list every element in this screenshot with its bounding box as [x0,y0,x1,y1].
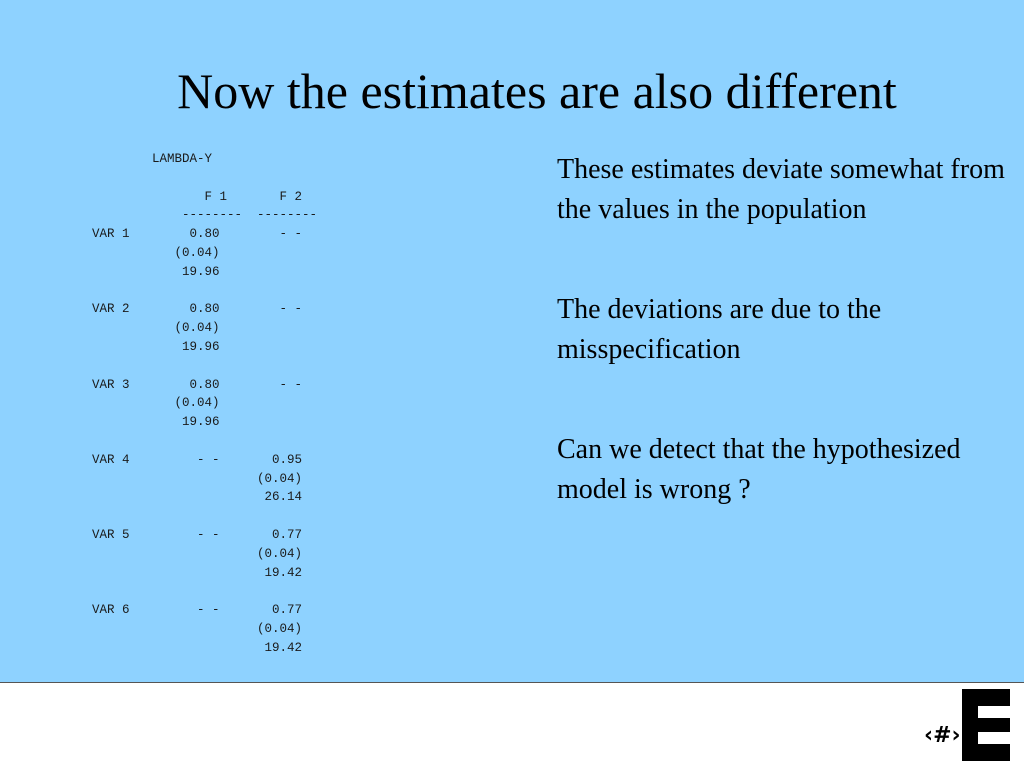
notes [557,150,1017,570]
e-logo-icon [962,689,1010,761]
footer [0,682,1024,769]
slide-number: ‹#› [924,723,961,748]
note-detection-question: Can we detect that the hypothesized model is wrong ? [557,434,961,505]
slide-title: Now the estimates are also different [177,63,897,119]
note-deviation: These estimates deviate somewhat from the values in the population [557,154,1005,225]
lambda-y-output: LAMBDA-Y F 1 F 2 -------- -------- VAR 1 0.80 - - (0.04) 19.96 VAR 2 0.80 - - (0.04) 19.96 VAR 3 0.80 - - (0.04) 19.96 VAR 4 - - 0.95 (0.04) 26.14 VAR 5 - - 0.77 (0.04) 19.42 VAR 6 - - 0.77 (0.04) 19.42 [92,152,318,655]
note-misspecification: The deviations are due to the misspecification [557,294,882,365]
